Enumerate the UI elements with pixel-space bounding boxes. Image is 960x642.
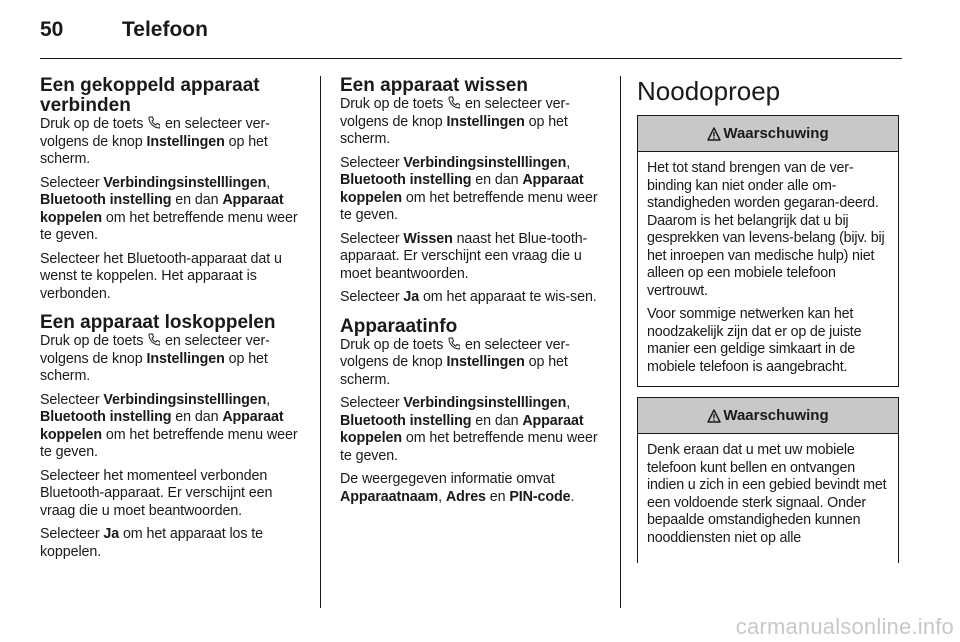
- warning-body: [638, 434, 898, 557]
- section-device-info: [340, 317, 606, 507]
- column-1: [40, 76, 306, 571]
- warning-box-2: [637, 397, 899, 563]
- section-title: Een gekoppeld apparaat verbinden: [40, 75, 260, 116]
- warning-triangle-icon: [707, 409, 721, 423]
- phone-icon: [448, 337, 460, 350]
- warning-label: Waarschuwing: [723, 407, 829, 424]
- phone-icon: [148, 116, 160, 129]
- page-number: 50: [40, 18, 64, 41]
- warning-header: [638, 116, 898, 152]
- paragraph: Denk eraan dat u met uw mobiele telefoon kunt bellen en ontvangen indien u zich in een gebied bevindt met een voldoende sterk signaal. Onder bepaalde omstandigheden kunnen nooddiensten niet op alle: [647, 442, 887, 546]
- column-2: [340, 76, 606, 516]
- paragraph: Selecteer Verbindingsinstelllingen, Bluetooth instelling en dan Apparaat koppelen om het betreffende menu weer te geven.: [40, 391, 298, 460]
- paragraph: Selecteer Verbindingsinstelllingen, Bluetooth instelling en dan Apparaat koppelen om het betreffende menu weer te geven.: [340, 154, 598, 223]
- warning-header: [638, 398, 898, 434]
- paragraph: Selecteer Wissen naast het Blue-tooth-apparaat. Er verschijnt een vraag die u moet beantwoorden.: [340, 230, 588, 282]
- section-title: Apparaatinfo: [340, 315, 458, 337]
- warning-triangle-icon: [707, 127, 721, 141]
- paragraph: Druk op de toets en selecteer ver-volgens de knop Instellingen op het scherm.: [340, 96, 570, 147]
- paragraph: Voor sommige netwerken kan het noodzakelijk zijn dat er op de juiste manier een geldige simkaart in de mobiele telefoon is aangebracht.: [647, 306, 862, 375]
- page-header: [40, 18, 208, 48]
- warning-body: [638, 152, 898, 386]
- column-divider-1: [320, 76, 321, 608]
- section-title: Een apparaat wissen: [340, 75, 528, 96]
- warning-label: Waarschuwing: [723, 125, 829, 142]
- paragraph: Selecteer Ja om het apparaat te wis-sen.: [340, 289, 597, 305]
- warning-box-1: [637, 115, 899, 387]
- column-divider-2: [620, 76, 621, 608]
- section-delete-device: [340, 76, 606, 307]
- phone-icon: [448, 96, 460, 109]
- paragraph: Druk op de toets en selecteer ver-volgens de knop Instellingen op het scherm.: [40, 116, 270, 167]
- paragraph: Selecteer het Bluetooth-apparaat dat u wenst te koppelen. Het apparaat is verbonden.: [40, 250, 282, 302]
- paragraph: Druk op de toets en selecteer ver-volgens de knop Instellingen op het scherm.: [40, 333, 270, 384]
- paragraph: Het tot stand brengen van de ver-binding kan niet onder alle om-standigheden worden gegaran-deerd. Daarom is het belangrijk dat u bij gesprekken van levens-belang (bijv. bij het inroepen van medische hulp) niet alleen op een mobiele telefoon vertrouwt.: [647, 160, 885, 299]
- section-connect-paired-device: [40, 76, 306, 303]
- watermark: carmanualsonline.info: [735, 614, 954, 639]
- paragraph: De weergegeven informatie omvat Apparaatnaam, Adres en PIN-code.: [340, 471, 575, 505]
- paragraph: Selecteer Verbindingsinstelllingen, Bluetooth instelling en dan Apparaat koppelen om het betreffende menu weer te geven.: [340, 395, 598, 464]
- header-rule: [40, 58, 902, 59]
- chapter-title: Telefoon: [122, 18, 208, 41]
- paragraph: Selecteer het momenteel verbonden Bluetooth-apparaat. Er verschijnt een vraag die u moet beantwoorden.: [40, 467, 273, 519]
- paragraph: Selecteer Verbindingsinstelllingen, Bluetooth instelling en dan Apparaat koppelen om het betreffende menu weer te geven.: [40, 174, 298, 243]
- section-title: Een apparaat loskoppelen: [40, 312, 276, 333]
- phone-icon: [148, 333, 160, 346]
- paragraph: Druk op de toets en selecteer ver-volgens de knop Instellingen op het scherm.: [340, 336, 570, 388]
- column-3: [637, 76, 899, 573]
- emergency-call-title: Noodoproep: [637, 76, 781, 106]
- paragraph: Selecteer Ja om het apparaat los te koppelen.: [40, 526, 264, 560]
- section-disconnect-device: [40, 313, 306, 561]
